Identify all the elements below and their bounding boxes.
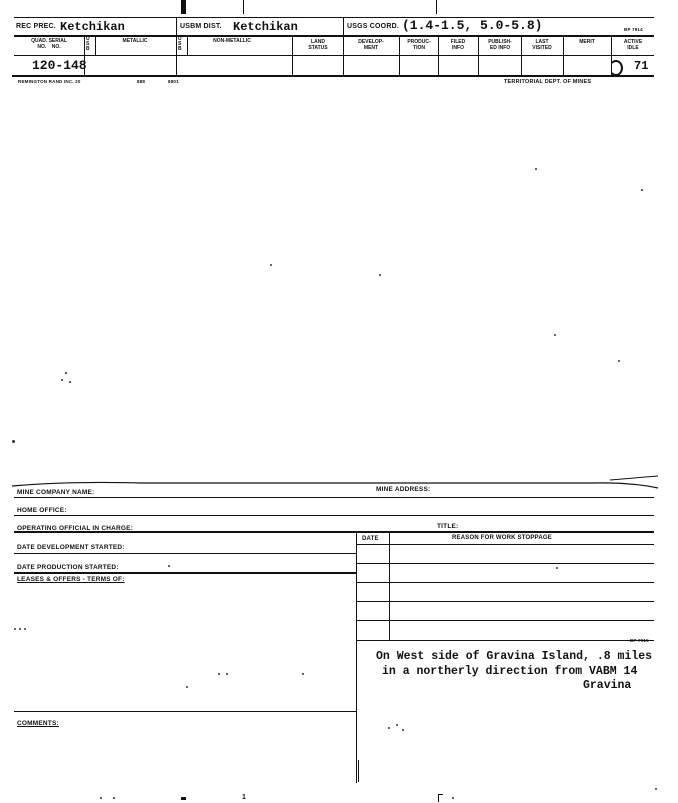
speck	[379, 274, 381, 276]
speck	[388, 727, 390, 729]
location-note-line-1: On West side of Gravina Island, .8 miles	[376, 650, 653, 663]
speck	[396, 724, 398, 726]
table-row-rule-5	[356, 640, 654, 641]
speck	[618, 360, 620, 362]
col-us-nonmetallic: U S B	[178, 36, 182, 52]
row-rule-official	[14, 531, 654, 533]
col-quad-serial: QUAD. SERIAL NO. NO.	[31, 38, 67, 50]
speck	[113, 797, 115, 799]
ring-punch-mark	[609, 60, 623, 76]
top-index-strip	[0, 0, 678, 90]
row-rule-dev-started	[14, 553, 356, 554]
col-published-info: PUBLISH- ED INFO	[488, 39, 512, 51]
col-sep-2	[95, 35, 96, 55]
table-left-border	[356, 533, 357, 783]
speck	[100, 797, 102, 799]
col-last-visited: LAST VISITED	[532, 39, 552, 51]
col-sep-4	[187, 35, 188, 55]
table-row-rule-4	[356, 620, 654, 621]
territorial-dept: TERRITORIAL DEPT. OF MINES	[504, 79, 592, 85]
tab-divider-2	[436, 0, 437, 14]
record-active-idle: 71	[634, 59, 649, 73]
speck	[655, 788, 657, 790]
row-rule-company	[14, 497, 654, 498]
rec-prec-label: REC PREC.	[16, 23, 56, 30]
rec-prec-value: Ketchikan	[60, 20, 125, 34]
mine-company-name-label: MINE COMPANY NAME:	[17, 489, 95, 496]
mine-address-label: MINE ADDRESS:	[376, 486, 431, 493]
comments-label: COMMENTS:	[17, 720, 59, 727]
comments-top-rule	[14, 711, 356, 712]
usbm-dist-label: USBM DIST.	[180, 23, 222, 30]
record-serial: 120-148	[32, 58, 87, 73]
operating-official-label: OPERATING OFFICIAL IN CHARGE:	[17, 525, 134, 532]
speck	[69, 381, 71, 383]
home-office-label: HOME OFFICE:	[17, 507, 67, 514]
table-row-rule-2	[356, 582, 654, 583]
speck	[12, 440, 15, 443]
date-col-header: DATE	[362, 536, 379, 542]
speck	[168, 565, 170, 567]
printer-code-2: 8801	[168, 79, 179, 84]
speck	[14, 628, 16, 630]
table-row-rule-1	[356, 563, 654, 564]
speck	[452, 797, 454, 799]
col-active-idle: ACTIVE IDLE	[623, 39, 643, 51]
speck	[641, 189, 643, 191]
row-rule-prod-started	[14, 572, 356, 574]
header-divider-2	[343, 17, 344, 35]
col-us-metallic: U S B	[86, 36, 90, 52]
col-development: DEVELOP- MENT	[358, 39, 384, 51]
header-row-rule	[14, 35, 654, 37]
col-nonmetallic: NON-METALLIC	[213, 38, 251, 44]
speck	[19, 628, 21, 630]
col-metallic: METALLIC	[122, 38, 148, 44]
bottom-number: 1	[242, 794, 247, 801]
printer-credit: REMINGTON RAND INC. 20	[18, 79, 81, 84]
col-land-status: LAND STATUS	[308, 39, 328, 51]
form-code-2: BP 7915	[630, 638, 649, 643]
table-row-rule-3	[356, 601, 654, 602]
date-development-started-label: DATE DEVELOPMENT STARTED:	[17, 544, 125, 551]
date-col-divider	[389, 533, 390, 641]
location-note-line-2: in a northerly direction from VABM 14	[382, 665, 638, 678]
col-production: PRODUC- TION	[407, 39, 431, 51]
speck	[61, 379, 63, 381]
speck	[226, 673, 228, 675]
bottom-right-tick	[358, 760, 359, 782]
usbm-dist-value: Ketchikan	[233, 20, 298, 34]
bottom-t-mark	[438, 794, 443, 802]
strip-bottom-rule	[12, 75, 654, 77]
col-filed-info: FILED INFO	[450, 39, 466, 51]
speck	[402, 729, 404, 731]
speck	[556, 567, 558, 569]
speck	[24, 628, 26, 630]
speck	[554, 334, 556, 336]
tab-divider-1	[243, 0, 244, 14]
usgs-coord-value: (1.4-1.5, 5.0-5.8)	[402, 18, 543, 33]
speck	[218, 673, 220, 675]
speck	[535, 168, 537, 170]
title-label: TITLE:	[437, 523, 459, 530]
location-note-line-3: Gravina	[583, 679, 632, 692]
printer-code-1: 888	[137, 79, 146, 84]
speck	[65, 372, 67, 374]
speck	[270, 264, 272, 266]
strip-top-rule	[14, 17, 654, 18]
tab-marker-black	[181, 0, 186, 14]
data-row-rule	[14, 55, 654, 56]
row-rule-home-office	[14, 515, 654, 516]
header-divider-1	[176, 17, 177, 35]
form-code: BP 7914	[624, 27, 643, 32]
speck	[302, 673, 304, 675]
date-production-started-label: DATE PRODUCTION STARTED:	[17, 564, 119, 571]
col-merit: MERIT	[579, 39, 595, 45]
usgs-coord-label: USGS COORD.	[347, 23, 399, 30]
table-header-rule	[356, 544, 654, 545]
bottom-ink-mark	[181, 797, 186, 800]
lower-form	[0, 470, 678, 803]
reason-col-header: REASON FOR WORK STOPPAGE	[452, 535, 552, 541]
form-top-rule	[10, 474, 660, 490]
speck	[186, 686, 188, 688]
leases-offers-label: LEASES & OFFERS - TERMS OF:	[17, 576, 125, 583]
